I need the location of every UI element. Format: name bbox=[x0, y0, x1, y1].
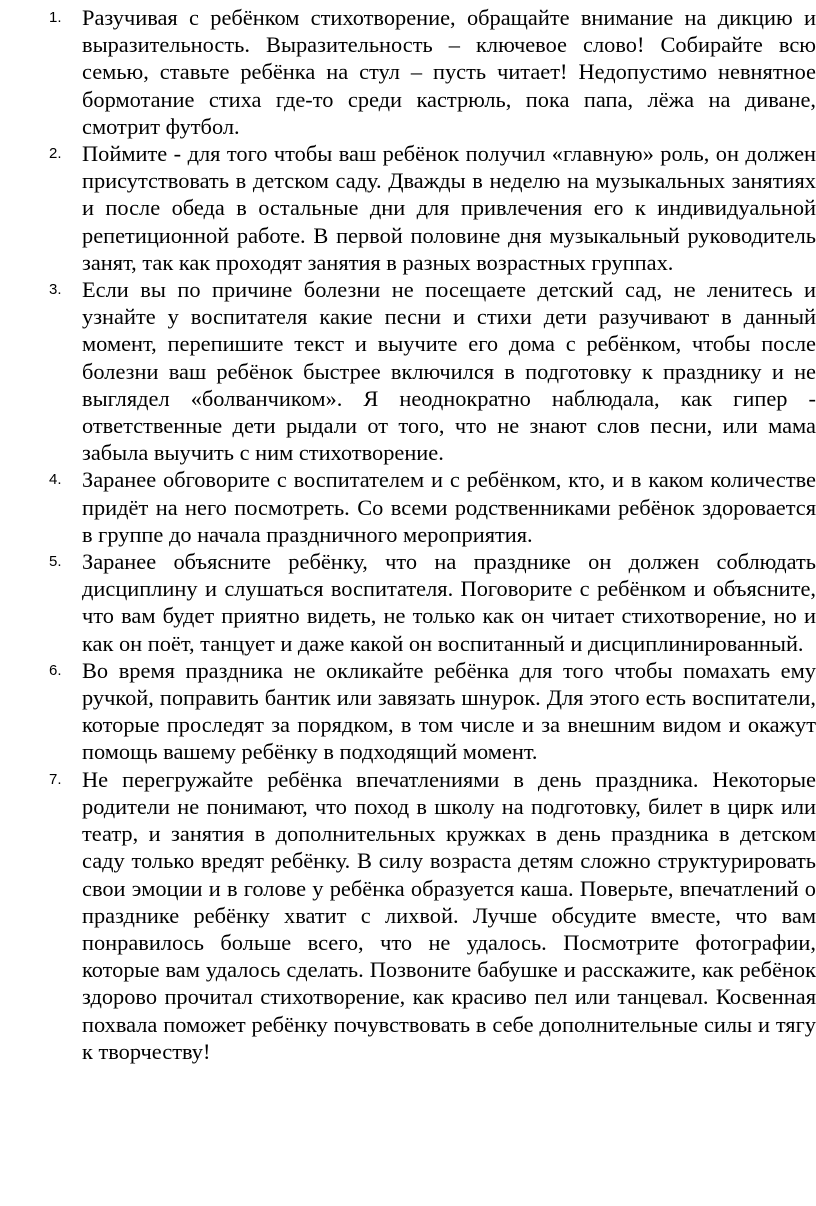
list-item bbox=[32, 276, 816, 466]
list-item-number: 6. bbox=[49, 661, 62, 679]
numbered-list bbox=[32, 4, 816, 1065]
list-item bbox=[32, 4, 816, 140]
list-item-number: 1. bbox=[49, 9, 62, 26]
list-item-text: Заранее обговорите с воспитателем и с ребёнком, кто, и в каком количестве придёт на него посмотреть. Со всеми родственниками ребёнок здоровается в группе до начала праздничного мероприятия. bbox=[82, 467, 816, 547]
list-item-text: Поймите - для того чтобы ваш ребёнок получил «главную» роль, он должен присутствовать в детском саду. Дважды в неделю на музыкальных занятиях и после обеда в остальные дни для привлечения его к индивидуальной репетиционной работе. В первой половине дня музыкальный руководитель занят, так как проходят занятия в разных возрастных группах. bbox=[82, 141, 816, 275]
list-item-number: 3. bbox=[49, 281, 62, 299]
list-item-text: Не перегружайте ребёнка впечатлениями в день праздника. Некоторые родители не понимают, что поход в школу на подготовку, билет в цирк или театр, и занятия в дополнительных кружках в день праздника в детском саду только вредят ребёнку. В силу возраста детям сложно структурировать свои эмоции и в голове у ребёнка образуется каша. Поверьте, впечатлений о празднике ребёнку хватит с лихвой. Лучше обсудите вместе, что вам понравилось больше всего, что не удалось. Посмотрите фотографии, которые вам удалось сделать. Позвоните бабушке и расскажите, как ребёнок здорово прочитал стихотворение, как красиво пел или танцевал. Косвенная похвала поможет ребёнку почувствовать в себе дополнительные силы и тягу к творчеству! bbox=[82, 766, 816, 1064]
list-item bbox=[32, 548, 816, 657]
list-item-text: Заранее объясните ребёнку, что на празднике он должен соблюдать дисциплину и слушаться воспитателя. Поговорите с ребёнком и объясните, что вам будет приятно видеть, не только как он читает стихотворение, но и как он поёт, танцует и даже какой он воспитанный и дисциплинированный. bbox=[82, 549, 816, 656]
list-item-text: Во время праздника не окликайте ребёнка для того чтобы помахать ему ручкой, поправить бантик или завязать шнурок. Для этого есть воспитатели, которые проследят за порядком, в том числе и за внешним видом и окажут помощь вашему ребёнку в подходящий момент. bbox=[82, 657, 816, 765]
list-item bbox=[32, 466, 816, 548]
list-item bbox=[32, 657, 816, 766]
list-item-number: 4. bbox=[49, 471, 62, 489]
list-item bbox=[32, 766, 816, 1065]
list-item-text: Если вы по причине болезни не посещаете детский сад, не ленитесь и узнайте у воспитателя какие песни и стихи дети разучивают в данный момент, перепишите текст и выучите его дома с ребёнком, чтобы после болезни ваш ребёнок быстрее включился в подготовку к празднику и не выглядел «болванчиком». Я неоднократно наблюдала, как гипер - ответственные дети рыдали от того, что не знают слов песни, или мама забыла выучить с ним стихотворение. bbox=[82, 277, 816, 466]
list-item-number: 5. bbox=[49, 553, 62, 571]
list-item-number: 7. bbox=[49, 770, 62, 788]
list-item bbox=[32, 140, 816, 276]
list-item-number: 2. bbox=[49, 145, 62, 163]
list-item-text: Разучивая с ребёнком стихотворение, обращайте внимание на дикцию и выразительность. Выразительность – ключевое слово! Собирайте всю семью, ставьте ребёнка на стул – пусть читает! Недопустимо невнятное бормотание стиха где-то среди кастрюль, пока папа, лёжа на диване, смотрит футбол. bbox=[82, 5, 816, 139]
